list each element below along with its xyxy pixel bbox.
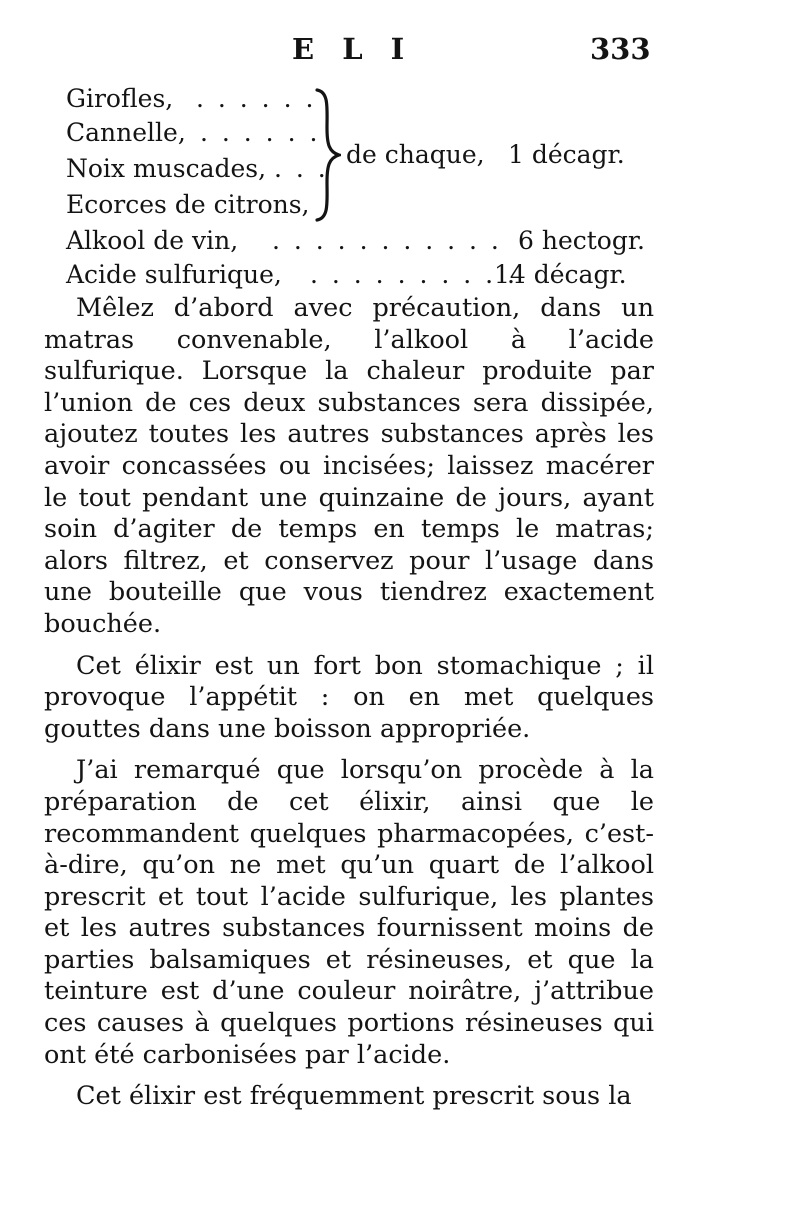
ingredient-name: Acide sulfurique, — [66, 260, 282, 289]
body-text — [44, 293, 654, 1119]
ingredient-quantity: 6 hectogr. — [518, 226, 646, 255]
leader-dots: . . . . . . . . . . . — [272, 226, 502, 255]
paragraph: Mêlez d’abord avec précaution, dans un matras convenable, l’alkool à l’acide sulfurique. Lorsque la chaleur produite par l’union de ces deux substances sera dissipée, ajoutez toutes les autres substances après les avoir concassées ou incisées; laissez macérer le tout pendant une quinzaine de jours, ayant soin d’agiter de temps en temps le matras; alors filtrez, et conservez pour l’usage dans une bouteille que vous tiendrez exactement bouchée. — [44, 293, 654, 639]
ingredient-name: Noix muscades, — [66, 154, 267, 183]
ingredient-list — [0, 0, 800, 300]
paragraph: Cet élixir est un fort bon stomachique ; il provoque l’appétit : on en met quelques gouttes dans une boisson appropriée. — [44, 650, 654, 744]
paragraph: Cet élixir est fréquemment prescrit sous la — [76, 1081, 632, 1112]
leader-dots: . . . — [274, 154, 329, 183]
ingredient-name: Ecorces de citrons, — [66, 190, 310, 219]
ingredient-quantity: 14 décagr. — [494, 260, 627, 289]
running-title: E L I — [292, 32, 414, 66]
curly-brace-icon — [313, 88, 341, 222]
ingredient-name: Cannelle, — [66, 118, 186, 147]
leader-dots: . . . . . . — [196, 84, 317, 113]
ingredient-name: Girofles, — [66, 84, 174, 113]
shared-quantity: 1 décagr. — [508, 140, 625, 169]
ingredient-name: Alkool de vin, — [66, 226, 239, 255]
shared-label: de chaque, — [346, 140, 485, 169]
leader-dots: . . . . . . . . . . — [310, 260, 518, 289]
paragraph: J’ai remarqué que lorsqu’on procède à la préparation de cet élixir, ainsi que le recommandent quelques pharmacopées, c’est-à-dire, qu’on ne met qu’un quart de l’alkool prescrit et tout l’acide sulfurique, les plantes et les autres substances fournissent moins de parties balsamiques et résineuses, et que la teinture est d’une couleur noirâtre, j’attribue ces causes à quelques portions résineuses qui ont été carbonisées par l’acide. — [44, 755, 654, 1070]
leader-dots: . . . . . . — [200, 118, 321, 147]
page-number: 333 — [590, 32, 651, 66]
